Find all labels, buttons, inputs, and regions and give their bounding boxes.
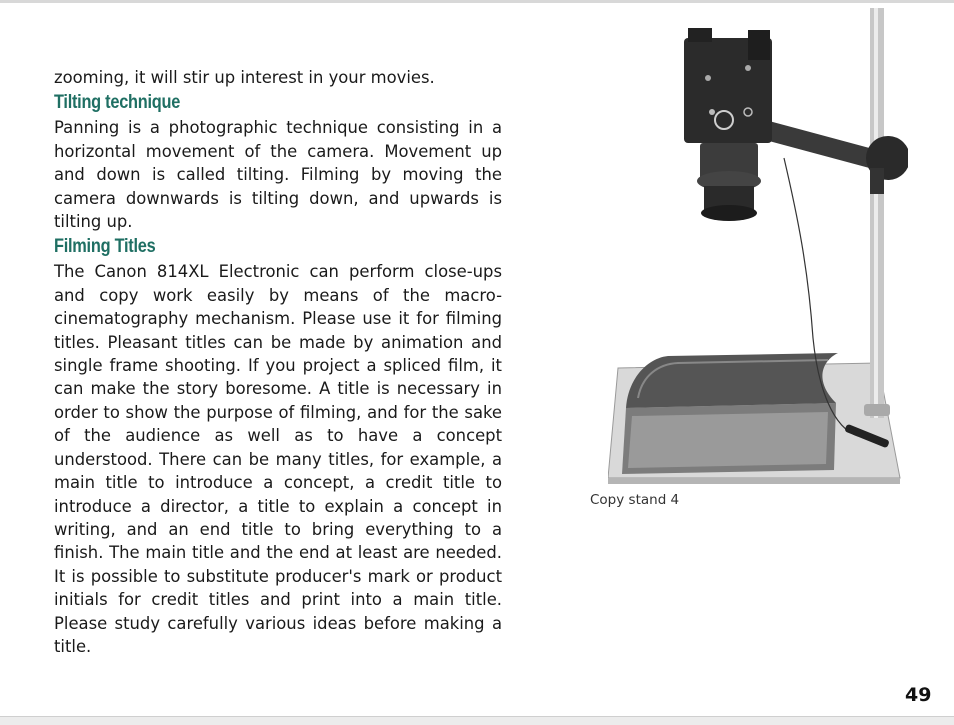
paragraph-filming-titles: The Canon 814XL Electronic can perform close-ups and copy work easily by means of the macro-cinematography mechanism. Please use it for filming titles. Pleasant titles can be made by animation and single frame shooting. If you project a spliced film, it can make the story boresome. A title is necessary in order to show the purpose of filming, and for the sake of the audience as well as to have a concept understood. There can be many titles, for example, a main title to introduce a concept, a credit title to introduce a director, a title to explain a concept in writing, and an end title to bring everything to a finish. The main title and the end at least are needed. It is possible to substitute producer's mark or product initials for credit titles and print into a main title. Please study carefully various ideas before making a title. — [54, 262, 502, 656]
copy-stand-photo — [608, 8, 908, 488]
page-number: 49 — [905, 684, 932, 706]
heading-filming-titles: Filming Titles — [54, 236, 156, 258]
body-top-line: zooming, it will stir up interest in your movies. — [54, 68, 435, 87]
figure-caption: Copy stand 4 — [590, 492, 680, 508]
paragraph-tilting: Panning is a photographic technique consisting in a horizontal movement of the camera. Movement up and down is called tilting. Filming by moving the camera downwards is tilting down, and upwards is tilting up. — [54, 118, 502, 232]
text-column — [54, 66, 502, 658]
top-rule — [0, 0, 954, 3]
heading-tilting-technique: Tilting technique — [54, 92, 181, 114]
